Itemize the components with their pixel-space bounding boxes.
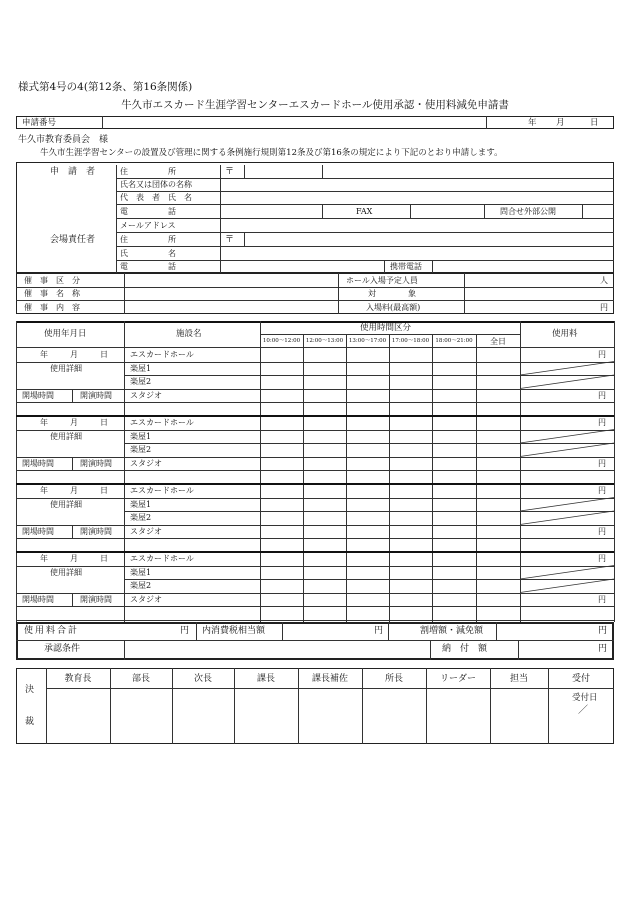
approval-label-1: 決: [25, 685, 35, 695]
manager-postal-mark: 〒: [225, 235, 235, 245]
discount-yen: 円: [598, 626, 608, 636]
receipt-slash: ／: [578, 705, 588, 716]
manager-address-label: 住 所: [120, 235, 176, 244]
start-time-label: 開演時間: [80, 390, 112, 400]
approval-role: 次長: [193, 674, 212, 684]
applicant-phone-label: 電 話: [120, 207, 176, 216]
venue-manager-section-label: 会場責任者: [50, 235, 96, 245]
conditions-label: 承認条件: [44, 644, 81, 654]
time-slot-header: 12:00～13:00: [305, 338, 344, 344]
approval-role: リーダー: [439, 674, 476, 684]
facility-name: 楽屋1: [130, 499, 152, 509]
approval-role: 部長: [131, 674, 150, 684]
facility-name: 楽屋1: [130, 567, 152, 577]
studio-fee-yen: 円: [598, 594, 606, 604]
usage-detail-label: 使用詳細: [50, 567, 82, 577]
discount-label: 割増額・減免額: [420, 626, 484, 636]
start-time-label: 開演時間: [80, 526, 112, 536]
event-name-label: 催 事 名 称: [24, 289, 80, 298]
applicant-fax-label: FAX: [356, 207, 373, 216]
usage-detail-label: 使用詳細: [50, 431, 82, 441]
document-title: 牛久市エスカード生涯学習センターエスカードホール使用承認・使用料減免申請書: [121, 99, 509, 111]
date-month-label: 月: [556, 118, 565, 128]
time-slot-header: 10:00～12:00: [262, 338, 301, 344]
facility-header: 施設名: [176, 329, 202, 339]
time-slot-header: 17:00～18:00: [391, 338, 430, 344]
applicant-section-label: 申 請 者: [50, 167, 96, 177]
open-time-label: 開場時間: [22, 458, 54, 468]
totals-block: [16, 622, 614, 660]
approval-role: 教育長: [64, 674, 92, 684]
target-label: 対 象: [368, 289, 416, 298]
open-time-label: 開場時間: [22, 526, 54, 536]
total-fee-yen: 円: [180, 626, 190, 636]
applicant-address-label: 住 所: [120, 167, 176, 176]
facility-name: エスカードホール: [130, 486, 194, 495]
use-day-label: 日: [100, 350, 108, 359]
admission-fee-label: 入場料(最高額): [366, 303, 421, 312]
use-year-label: 年: [40, 554, 48, 563]
facility-name: 楽屋1: [130, 363, 152, 373]
event-category-label: 催 事 区 分: [24, 276, 80, 285]
approval-role: 所長: [384, 674, 403, 684]
date-year-label: 年: [528, 118, 537, 128]
payment-label: 納 付 額: [442, 644, 488, 654]
time-header: 使用時間区分: [360, 323, 412, 333]
hall-fee-yen: 円: [598, 350, 606, 359]
use-month-label: 月: [70, 554, 78, 563]
facility-name: エスカードホール: [130, 418, 194, 427]
facility-name: 楽屋2: [130, 581, 152, 590]
person-unit: 人: [600, 276, 608, 285]
addressee: 牛久市教育委員会 様: [18, 135, 109, 145]
approval-role: 課長補佐: [311, 674, 348, 684]
hall-fee-yen: 円: [598, 554, 606, 563]
facility-name: 楽屋2: [130, 513, 152, 522]
applicant-rep-label: 代 表 者 氏 名: [120, 193, 192, 202]
use-day-label: 日: [100, 418, 108, 427]
total-fee-label: 使用料合計: [24, 626, 80, 636]
facility-name: 楽屋2: [130, 445, 152, 454]
facility-name: スタジオ: [130, 458, 162, 468]
time-slot-header: 18:00～21:00: [435, 338, 473, 344]
form-number: 様式第4号の4(第12条、第16条関係): [18, 81, 193, 93]
inquiry-public-label: 問合せ外部公開: [500, 207, 556, 216]
studio-fee-yen: 円: [598, 458, 606, 468]
facility-name: スタジオ: [130, 526, 162, 536]
facility-name: エスカードホール: [130, 554, 194, 563]
tax-label: 内消費税相当額: [202, 626, 266, 636]
facility-name: スタジオ: [130, 594, 162, 604]
use-day-label: 日: [100, 486, 108, 495]
applicant-postal-mark: 〒: [225, 167, 235, 177]
manager-mobile-label: 携帯電話: [390, 262, 422, 271]
facility-name: スタジオ: [130, 390, 162, 400]
open-time-label: 開場時間: [22, 390, 54, 400]
hall-fee-yen: 円: [598, 486, 606, 495]
usage-detail-label: 使用詳細: [50, 363, 82, 373]
approval-role: 受付: [571, 674, 590, 684]
use-day-label: 日: [100, 554, 108, 563]
applicant-name-label: 氏名又は団体の名称: [120, 180, 192, 189]
studio-fee-yen: 円: [598, 526, 606, 536]
open-time-label: 開場時間: [22, 594, 54, 604]
usage-detail-label: 使用詳細: [50, 499, 82, 509]
approval-label-2: 裁: [25, 717, 35, 727]
expected-attendance-label: ホール入場予定人員: [346, 276, 418, 285]
intro-text: 牛久市生涯学習センターの設置及び管理に関する条例施行規則第12条及び第16条の規定により下記のとおり申請します。: [40, 148, 503, 158]
event-content-label: 催 事 内 容: [24, 303, 80, 312]
facility-name: エスカードホール: [130, 350, 194, 359]
date-header: 使用年月日: [44, 329, 87, 339]
use-month-label: 月: [70, 418, 78, 427]
approval-role: 課長: [256, 674, 275, 684]
tax-yen: 円: [374, 626, 384, 636]
use-year-label: 年: [40, 350, 48, 359]
facility-name: 楽屋2: [130, 377, 152, 386]
use-month-label: 月: [70, 350, 78, 359]
applicant-email-label: メールアドレス: [120, 221, 176, 230]
hall-fee-yen: 円: [598, 418, 606, 427]
manager-name-label: 氏 名: [120, 249, 176, 258]
application-number-label: 申請番号: [22, 118, 57, 128]
use-year-label: 年: [40, 486, 48, 495]
use-month-label: 月: [70, 486, 78, 495]
admission-fee-yen: 円: [600, 303, 608, 312]
use-year-label: 年: [40, 418, 48, 427]
start-time-label: 開演時間: [80, 458, 112, 468]
payment-yen: 円: [598, 644, 608, 654]
manager-phone-label: 電 話: [120, 262, 176, 271]
facility-name: 楽屋1: [130, 431, 152, 441]
start-time-label: 開演時間: [80, 594, 112, 604]
date-day-label: 日: [590, 118, 599, 128]
fee-header: 使用料: [552, 329, 578, 339]
approval-role: 担当: [509, 674, 528, 684]
receipt-date-label: 受付日: [572, 693, 598, 703]
studio-fee-yen: 円: [598, 390, 606, 400]
time-slot-header: 全日: [490, 337, 506, 346]
time-slot-header: 13:00～17:00: [348, 338, 387, 344]
